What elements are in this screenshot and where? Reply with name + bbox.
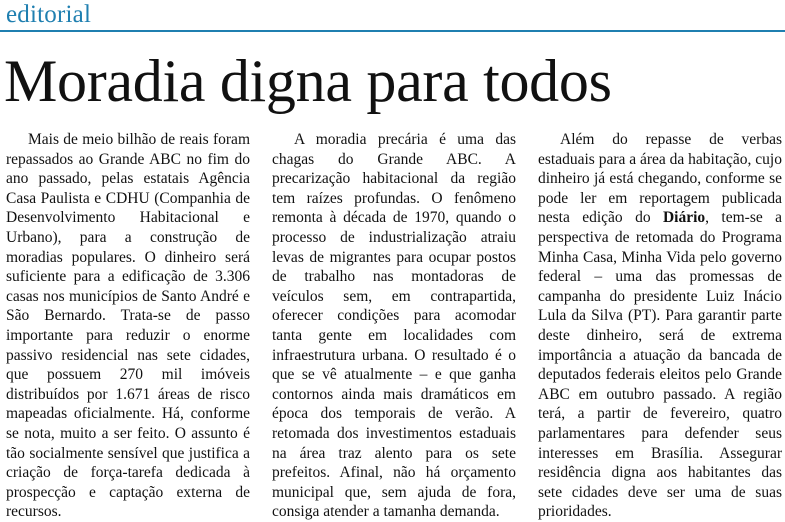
column-2 xyxy=(272,130,516,521)
column-3-text xyxy=(538,130,782,522)
newspaper-name: Diário xyxy=(662,209,706,227)
column-2-text: A moradia precária é uma das chagas do Grande ABC. A precarização habitacional da região tem raízes profundas. O fenômeno remonta à década de 1970, quando o processo de industrialização atraiu levas de migrantes para ocupar postos de trabalho nas montadoras de veículos sem, em contrapartida, oferecer condições para acomodar tanta gente em localidades com infraestrutura urbana. O resultado é o que se vê atualmente – e que ganha contornos ainda mais dramáticos em época dos temporais de verão. A retomada dos investimentos estaduais na área traz alento para os sete prefeitos. Afinal, não há orçamento municipal que, sem ajuda de fora, consiga atender a tamanha demanda. xyxy=(272,131,516,521)
headline: Moradia digna para todos xyxy=(4,48,612,114)
section-label: editorial xyxy=(6,1,92,28)
section-divider xyxy=(0,30,785,32)
column-3-text-end: , tem-se a perspectiva de retomada do Programa Minha Casa, Minha Vida pelo governo federal – uma das promessas de campanha do presidente Luiz Inácio Lula da Silva (PT). Para garantir parte deste dinheiro, será de extrema importância a atuação da bancada de deputados federais eleitos pelo Grande ABC em outubro passado. A região terá, a partir de fevereiro, quatro parlamentares para defender seus interesses em Brasília. Assegurar residência digna aos habitantes das sete cidades deve ser uma de suas prioridades. xyxy=(538,209,783,521)
article-body xyxy=(6,130,783,521)
column-1-text: Mais de meio bilhão de reais foram repassados ao Grande ABC no fim do ano passado, pelas estatais Agência Casa Paulista e CDHU (Companhia de Desenvolvimento Habitacional e Urbano), para a construção de moradias populares. O dinheiro será suficiente para a edificação de 3.306 casas nos municípios de Santo André e São Bernardo. Trata-se de passo importante para reduzir o enorme passivo residencial nas sete cidades, que possuem 270 mil imóveis distribuídos por 1.671 áreas de risco mapeadas oficialmente. Há, conforme se nota, muito a ser feito. O assunto é tão socialmente sensível que justifica a criação de força-tarefa dedicada à prospecção e captação externa de recursos. xyxy=(6,131,250,521)
column-3-text-start: Além do repasse de verbas estaduais para a área da habitação, cujo dinheiro já está chegando, conforme se pode ler em reportagem publicada nesta edição do xyxy=(538,131,782,227)
column-3 xyxy=(538,130,783,521)
column-1 xyxy=(6,130,250,521)
